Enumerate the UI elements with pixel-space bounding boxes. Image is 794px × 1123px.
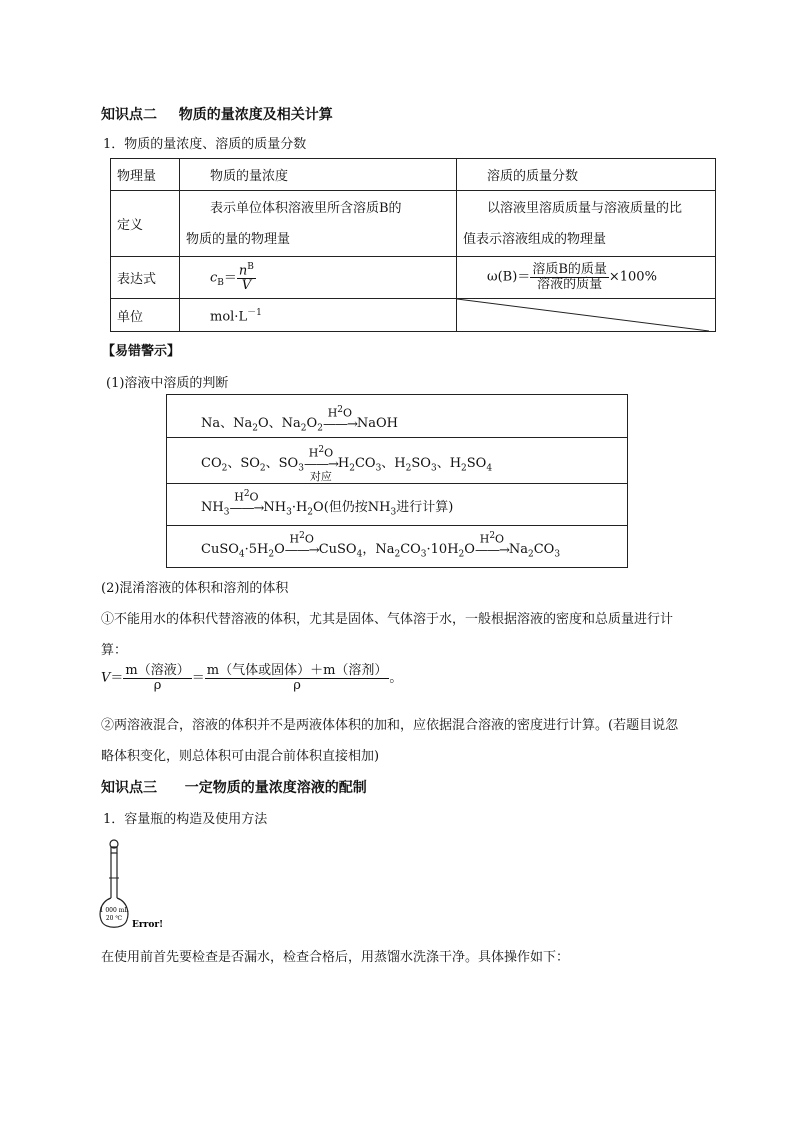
fraction: $\frac{\text{m（溶液）}}{\rho}$ [125, 663, 190, 693]
equation-row: Na、$Na_2O$、$Na_2O_2$ $H^2O$ ——→ NaOH [201, 405, 398, 442]
expression-cell: ω(B)＝ $\frac{\text{溶质B的质量}}{\text{溶液的质量}}$ ×100% [457, 257, 716, 299]
table-row [111, 257, 716, 299]
table-row [111, 191, 716, 257]
section-label: 知识点三 [101, 780, 157, 796]
expression-cell: $c_B=$ $\frac{n^B}{V}$ [180, 257, 457, 299]
section-heading [101, 777, 367, 797]
table-header-row [111, 159, 716, 191]
volumetric-flask-icon [96, 838, 176, 934]
paragraph: 在使用前首先要检查是否漏水，检查合格后，用蒸馏水洗涤干净。具体操作如下： [101, 950, 570, 965]
subsection-title: 1．容量瓶的构造及使用方法 [103, 812, 268, 827]
reaction-arrow: $H^2O$ ——→ 对应 [303, 445, 338, 483]
reaction-arrow: $H^2O$ ——→ [322, 405, 357, 432]
paragraph: 算： [101, 643, 128, 658]
comparison-table [110, 158, 716, 332]
flask-volume-label: 1 000 mL [99, 907, 129, 914]
section-title: 物质的量浓度及相关计算 [178, 107, 333, 123]
fraction: $\frac{\text{溶质B的质量}}{\text{溶液的质量}}$ [532, 262, 607, 292]
table-header-cell: 溶质的质量分数 [457, 159, 716, 191]
table-header-cell: 物理量 [111, 159, 180, 191]
warning-title: 【易错警示】 [102, 344, 181, 359]
section-label: 知识点二 [101, 107, 157, 123]
error-text: Error! [132, 920, 164, 930]
fraction: $\frac{n^B}{V}$ [238, 261, 254, 293]
section-heading [101, 104, 333, 124]
equation-row: $NH_3$ $H^2O$ ——→ $NH_3\cdot H_2O$(但仍按$NH_3$进行计算) [201, 489, 453, 526]
paragraph: ②两溶液混合，溶液的体积并不是两液体体积的加和，应依据混合溶液的密度进行计算。(若题目说忽 [101, 718, 679, 733]
paragraph: 略体积变化，则总体积可由混合前体积直接相加) [101, 749, 380, 764]
paragraph: (2)混淆溶液的体积和溶剂的体积 [101, 581, 289, 596]
reaction-arrow: $H^2O$ ——→ [474, 531, 509, 558]
equation-row: $CO_2$、$SO_2$、$SO_3$ $H^2O$ ——→ 对应 $H_2CO_3$、$H_2SO_3$、$H_2SO_4$ [201, 445, 493, 483]
paragraph: ①不能用水的体积代替溶液的体积，尤其是固体、气体溶于水，一般根据溶液的密度和总质量进行计 [101, 612, 674, 627]
subsection-title: 1．物质的量浓度、溶质的质量分数 [103, 137, 307, 152]
paragraph: (1)溶液中溶质的判断 [106, 376, 229, 391]
flask-temp-label: 20 ℃ [105, 915, 123, 922]
row-divider [167, 437, 627, 438]
unit-cell: $mol\cdot L^{-1}$ [180, 299, 457, 332]
table-row [111, 299, 716, 332]
row-divider [167, 525, 627, 526]
definition-cell [457, 191, 716, 257]
reaction-arrow: $H^2O$ ——→ [284, 531, 319, 558]
definition-text: 以溶液里溶质质量与溶液质量的比 [487, 200, 683, 216]
definition-text: 值表示溶液组成的物理量 [463, 231, 607, 247]
definition-cell [180, 191, 457, 257]
table-header-cell: 物质的量浓度 [180, 159, 457, 191]
section-title: 一定物质的量浓度溶液的配制 [184, 780, 367, 796]
fraction: $\frac{\text{m（气体或固体）＋m（溶剂）}}{\rho}$ [206, 663, 388, 693]
definition-text: 物质的量的物理量 [186, 231, 291, 247]
empty-cell [457, 299, 716, 332]
reaction-arrow: $H^2O$ ——→ [229, 489, 264, 516]
diagonal-line [457, 299, 709, 331]
definition-text: 表示单位体积溶液里所含溶质B的 [210, 200, 402, 216]
row-label: 表达式 [111, 257, 180, 299]
solute-box [166, 394, 628, 568]
equation-row: $CuSO_4\cdot 5H_2O$ $H^2O$ ——→ CuSO$_4$，$Na_2CO_3\cdot 10H_2O$ $H^2O$ ——→ $Na_2CO_3$ [201, 531, 560, 568]
row-divider [167, 483, 627, 484]
volume-formula: V＝ $\frac{\text{m（溶液）}}{\rho}$ ＝ $\frac{\text{m（气体或固体）＋m（溶剂）}}{\rho}$ 。 [101, 663, 403, 693]
row-label: 定义 [111, 191, 180, 257]
row-label: 单位 [111, 299, 180, 332]
